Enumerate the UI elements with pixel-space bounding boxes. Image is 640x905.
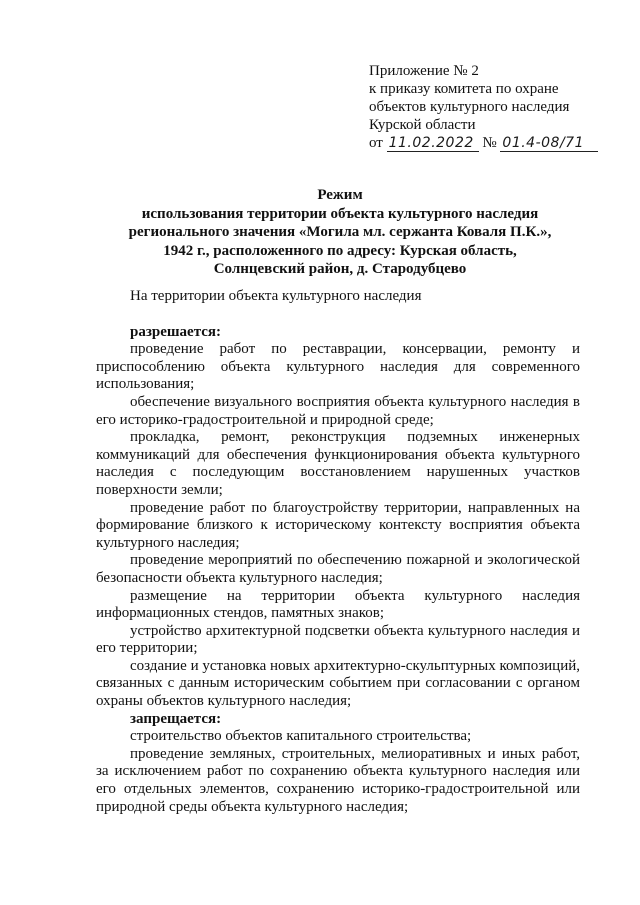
handwritten-number: 01.4-08/71: [500, 136, 598, 152]
appendix-region-line: Курской области: [369, 117, 476, 133]
appendix-block: [369, 62, 619, 152]
number-label: №: [482, 135, 497, 151]
permitted-item: проведение работ по благоустройству территории, направленных на формирование близкого к историческому контексту восприятия объекта культурного наследия;: [96, 499, 580, 551]
prohibited-item: строительство объектов капитального строительства;: [130, 728, 472, 745]
title-line-4: 1942 г., расположенного по адресу: Курская область,: [163, 242, 517, 259]
title-line-2: использования территории объекта культурного наследия: [141, 205, 539, 222]
handwritten-date: 11.02.2022: [387, 136, 479, 152]
prohibited-header: запрещается:: [130, 710, 222, 727]
document-body: [96, 288, 580, 816]
permitted-item: проведение мероприятий по обеспечению пожарной и экологической безопасности объекта культурного наследия;: [96, 552, 580, 586]
prohibited-item: проведение земляных, строительных, мелиоративных и иных работ, за исключением работ по сохранению объекта культурного наследия или его отдельных элементов, сохранению историко-градостроительной или природной среды объекта культурного наследия;: [96, 745, 580, 815]
appendix-title: Приложение № 2: [369, 63, 479, 79]
permitted-item: обеспечение визуального восприятия объекта культурного наследия в его историко-градостроительной и природной среде;: [96, 393, 580, 428]
title-line-3: регионального значения «Могила мл. сержанта Коваля П.К.»,: [128, 224, 552, 240]
from-label: от: [369, 135, 383, 151]
permitted-item: прокладка, ремонт, реконструкция подземных инженерных коммуникаций для обеспечения функционирования объекта культурного наследия с последующим восстановлением нарушенных участков поверхности земли;: [96, 429, 580, 498]
permitted-header: разрешается:: [130, 323, 222, 340]
permitted-item: устройство архитектурной подсветки объекта культурного наследия и его территории;: [96, 622, 580, 657]
title-line-1: Режим: [317, 187, 363, 203]
permitted-item: проведение работ по реставрации, консервации, ремонту и приспособлению объекта культурного наследия для современного использования;: [96, 341, 580, 393]
appendix-date-number-line: [369, 134, 619, 152]
intro-paragraph: На территории объекта культурного наследия: [130, 288, 422, 304]
title-line-5: Солнцевский район, д. Стародубцево: [213, 261, 467, 277]
permitted-item: создание и установка новых архитектурно-скульптурных композиций, связанных с данным историческим событием при согласовании с органом охраны объектов культурного наследия;: [96, 657, 580, 710]
appendix-order-line: к приказу комитета по охране: [369, 81, 559, 97]
document-title: [110, 186, 570, 279]
appendix-committee-line: объектов культурного наследия: [369, 99, 570, 115]
permitted-item: размещение на территории объекта культурного наследия информационных стендов, памятных знаков;: [96, 587, 580, 622]
